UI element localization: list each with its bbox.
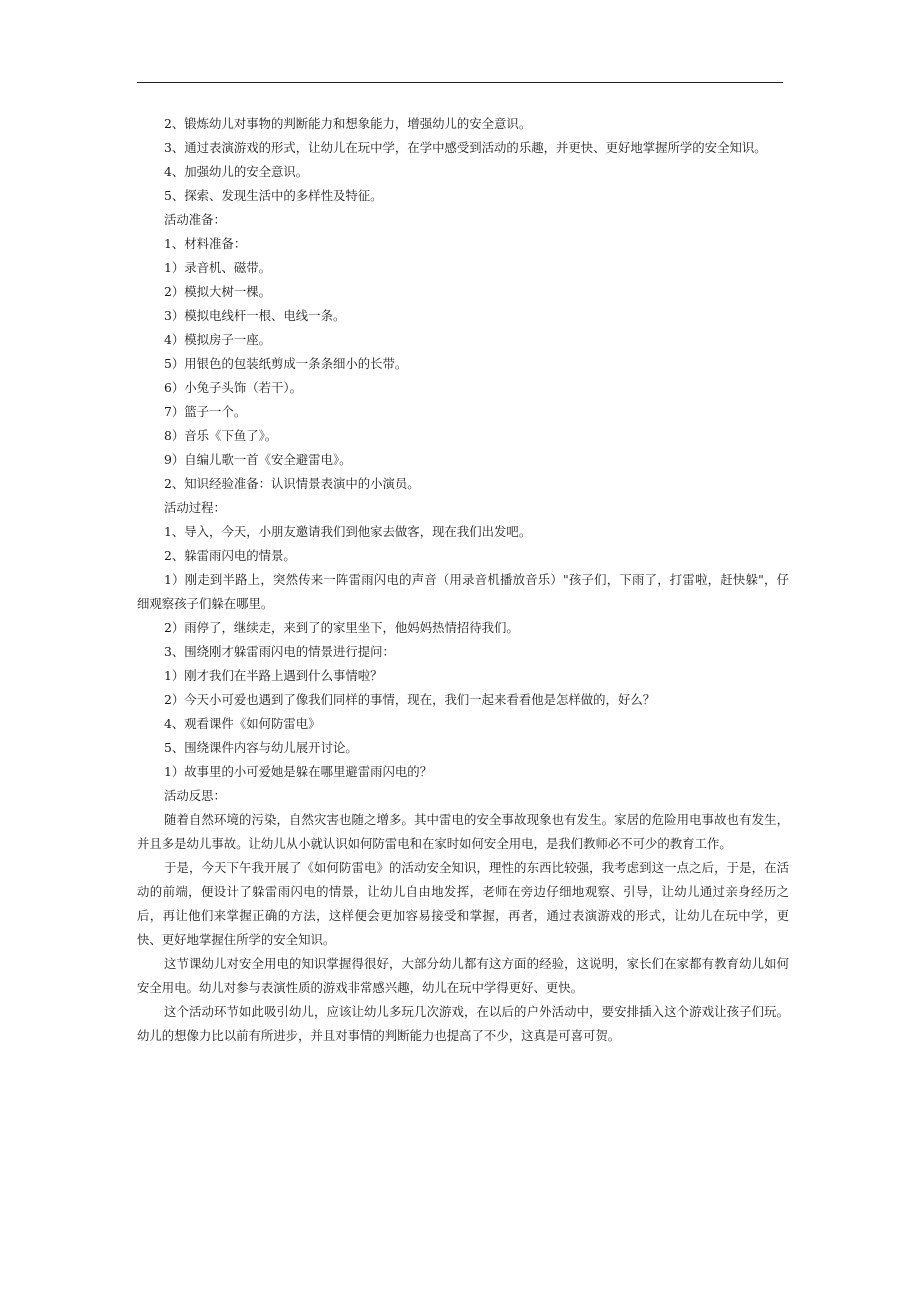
process-step: 2、躲雷雨闪电的情景。 bbox=[164, 548, 296, 563]
section-heading-reflection: 活动反思： bbox=[164, 788, 226, 803]
process-step: 3、围绕刚才躲雷雨闪电的情景进行提问： bbox=[164, 644, 395, 659]
reflection-paragraph: 这节课幼儿对安全用电的知识掌握得很好，大部分幼儿都有这方面的经验，这说明，家长们在家都有教育幼儿如何安全用电。幼儿对参与表演性质的游戏非常感兴趣，幼儿在玩中学得更好、更快。 bbox=[137, 956, 789, 995]
material-prep-heading: 1、材料准备： bbox=[164, 236, 247, 251]
process-substep: 1）刚走到半路上，突然传来一阵雷雨闪电的声音（用录音机播放音乐）"孩子们，下雨了，打雷啦，赶快躲"，仔细观察孩子们躲在哪里。 bbox=[137, 572, 789, 611]
material-item: 9）自编儿歌一首《安全避雷电》。 bbox=[164, 452, 352, 467]
material-item: 1）录音机、磁带。 bbox=[164, 260, 272, 275]
process-substep: 1）故事里的小可爱她是躲在哪里避雷雨闪电的？ bbox=[164, 764, 433, 779]
material-item: 6）小兔子头饰（若干）。 bbox=[164, 380, 302, 395]
section-heading-preparation: 活动准备： bbox=[164, 212, 226, 227]
header-rule bbox=[137, 82, 783, 83]
reflection-paragraph: 于是，今天下午我开展了《如何防雷电》的活动安全知识，理性的东西比较强，我考虑到这一点之后，于是，在活动的前端，便设计了躲雷雨闪电的情景，让幼儿自由地发挥，老师在旁边仔细地观察、引导，让幼儿通过亲身经历之后，再让他们来掌握正确的方法，这样便会更加容易接受和掌握，再者，通过表演游戏的形式，让幼儿在玩中学，更快、更好地掌握住所学的安全知识。 bbox=[137, 860, 789, 947]
objective-4: 4、加强幼儿的安全意识。 bbox=[164, 164, 309, 179]
process-substep: 1）刚才我们在半路上遇到什么事情啦？ bbox=[164, 668, 383, 683]
process-substep: 2）雨停了，继续走，来到了的家里坐下，他妈妈热情招待我们。 bbox=[164, 620, 519, 635]
objective-5: 5、探索、发现生活中的多样性及特征。 bbox=[164, 188, 383, 203]
material-item: 4）模拟房子一座。 bbox=[164, 332, 272, 347]
material-item: 3）模拟电线杆一根、电线一条。 bbox=[164, 308, 346, 323]
material-item: 2）模拟大树一棵。 bbox=[164, 284, 272, 299]
objective-2: 2、锻炼幼儿对事物的判断能力和想象能力，增强幼儿的安全意识。 bbox=[164, 116, 532, 131]
material-item: 5）用银色的包装纸剪成一条条细小的长带。 bbox=[164, 356, 408, 371]
reflection-paragraph: 这个活动环节如此吸引幼儿，应该让幼儿多玩几次游戏，在以后的户外活动中，要安排插入这个游戏让孩子们玩。幼儿的想像力比以前有所进步，并且对事情的判断能力也提高了不少，这真是可喜可贺。 bbox=[137, 1004, 789, 1043]
process-step: 5、围绕课件内容与幼儿展开讨论。 bbox=[164, 740, 358, 755]
process-step: 1、导入，今天，小朋友邀请我们到他家去做客，现在我们出发吧。 bbox=[164, 524, 532, 539]
process-substep: 2）今天小可爱也遇到了像我们同样的事情，现在，我们一起来看看他是怎样做的，好么？ bbox=[164, 692, 656, 707]
objective-3: 3、通过表演游戏的形式，让幼儿在玩中学，在学中感受到活动的乐趣，并更快、更好地掌握所学的安全知识。 bbox=[164, 140, 767, 155]
section-heading-process: 活动过程： bbox=[164, 500, 226, 515]
material-item: 8）音乐《下鱼了》。 bbox=[164, 428, 278, 443]
document-body bbox=[137, 112, 789, 1048]
process-step: 4、观看课件《如何防雷电》 bbox=[164, 716, 321, 731]
knowledge-prep: 2、知识经验准备：认识情景表演中的小演员。 bbox=[164, 476, 420, 491]
material-item: 7）篮子一个。 bbox=[164, 404, 247, 419]
reflection-paragraph: 随着自然环境的污染，自然灾害也随之增多。其中雷电的安全事故现象也有发生。家居的危险用电事故也有发生，并且多是幼儿事故。让幼儿从小就认识如何防雷电和在家时如何安全用电，是我们教师必不可少的教育工作。 bbox=[137, 812, 789, 851]
